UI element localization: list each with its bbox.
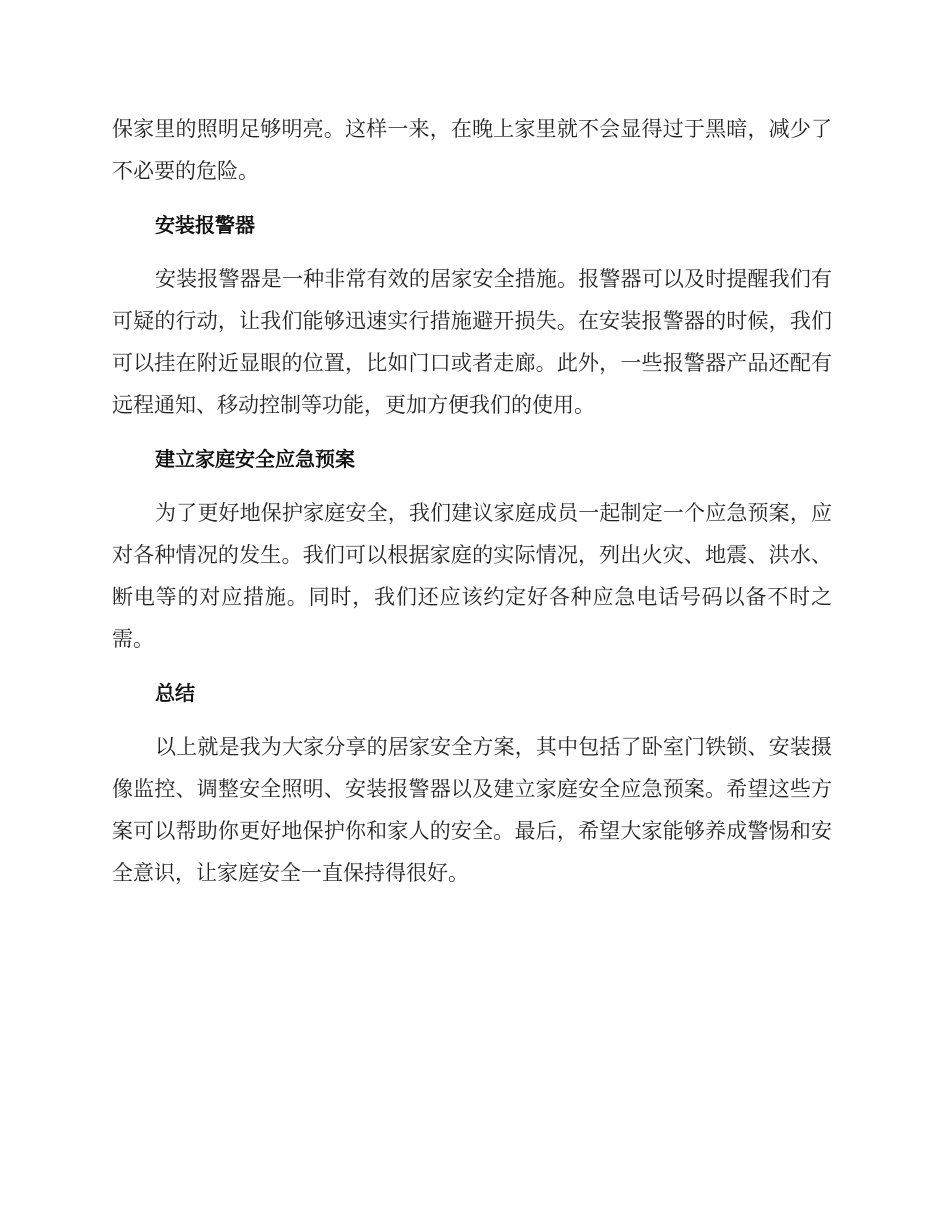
section-heading-alarm: 安装报警器	[155, 213, 255, 237]
section-paragraph-emergency-plan: 为了更好地保护家庭安全，我们建议家庭成员一起制定一个应急预案，应对各种情况的发生。我们可以根据家庭的实际情况，列出火灾、地震、洪水、断电等的对应措施。同时，我们还应该约定好各种应急电话号码以备不时之需。	[112, 501, 832, 651]
section-paragraph-summary: 以上就是我为大家分享的居家安全方案，其中包括了卧室门铁锁、安装摄像监控、调整安全照明、安装报警器以及建立家庭安全应急预案。希望这些方案可以帮助你更好地保护你和家人的安全。最后，希望大家能够养成警惕和安全意识，让家庭安全一直保持得很好。	[112, 735, 832, 885]
section-paragraph-alarm: 安装报警器是一种非常有效的居家安全措施。报警器可以及时提醒我们有可疑的行动，让我们能够迅速实行措施避开损失。在安装报警器的时候，我们可以挂在附近显眼的位置，比如门口或者走廊。此外，一些报警器产品还配有远程通知、移动控制等功能，更加方便我们的使用。	[112, 267, 832, 417]
intro-paragraph: 保家里的照明足够明亮。这样一来，在晚上家里就不会显得过于黑暗，减少了不必要的危险。	[112, 117, 832, 183]
section-heading-summary: 总结	[155, 681, 195, 705]
section-heading-emergency-plan: 建立家庭安全应急预案	[155, 447, 355, 471]
document-page	[112, 108, 832, 906]
